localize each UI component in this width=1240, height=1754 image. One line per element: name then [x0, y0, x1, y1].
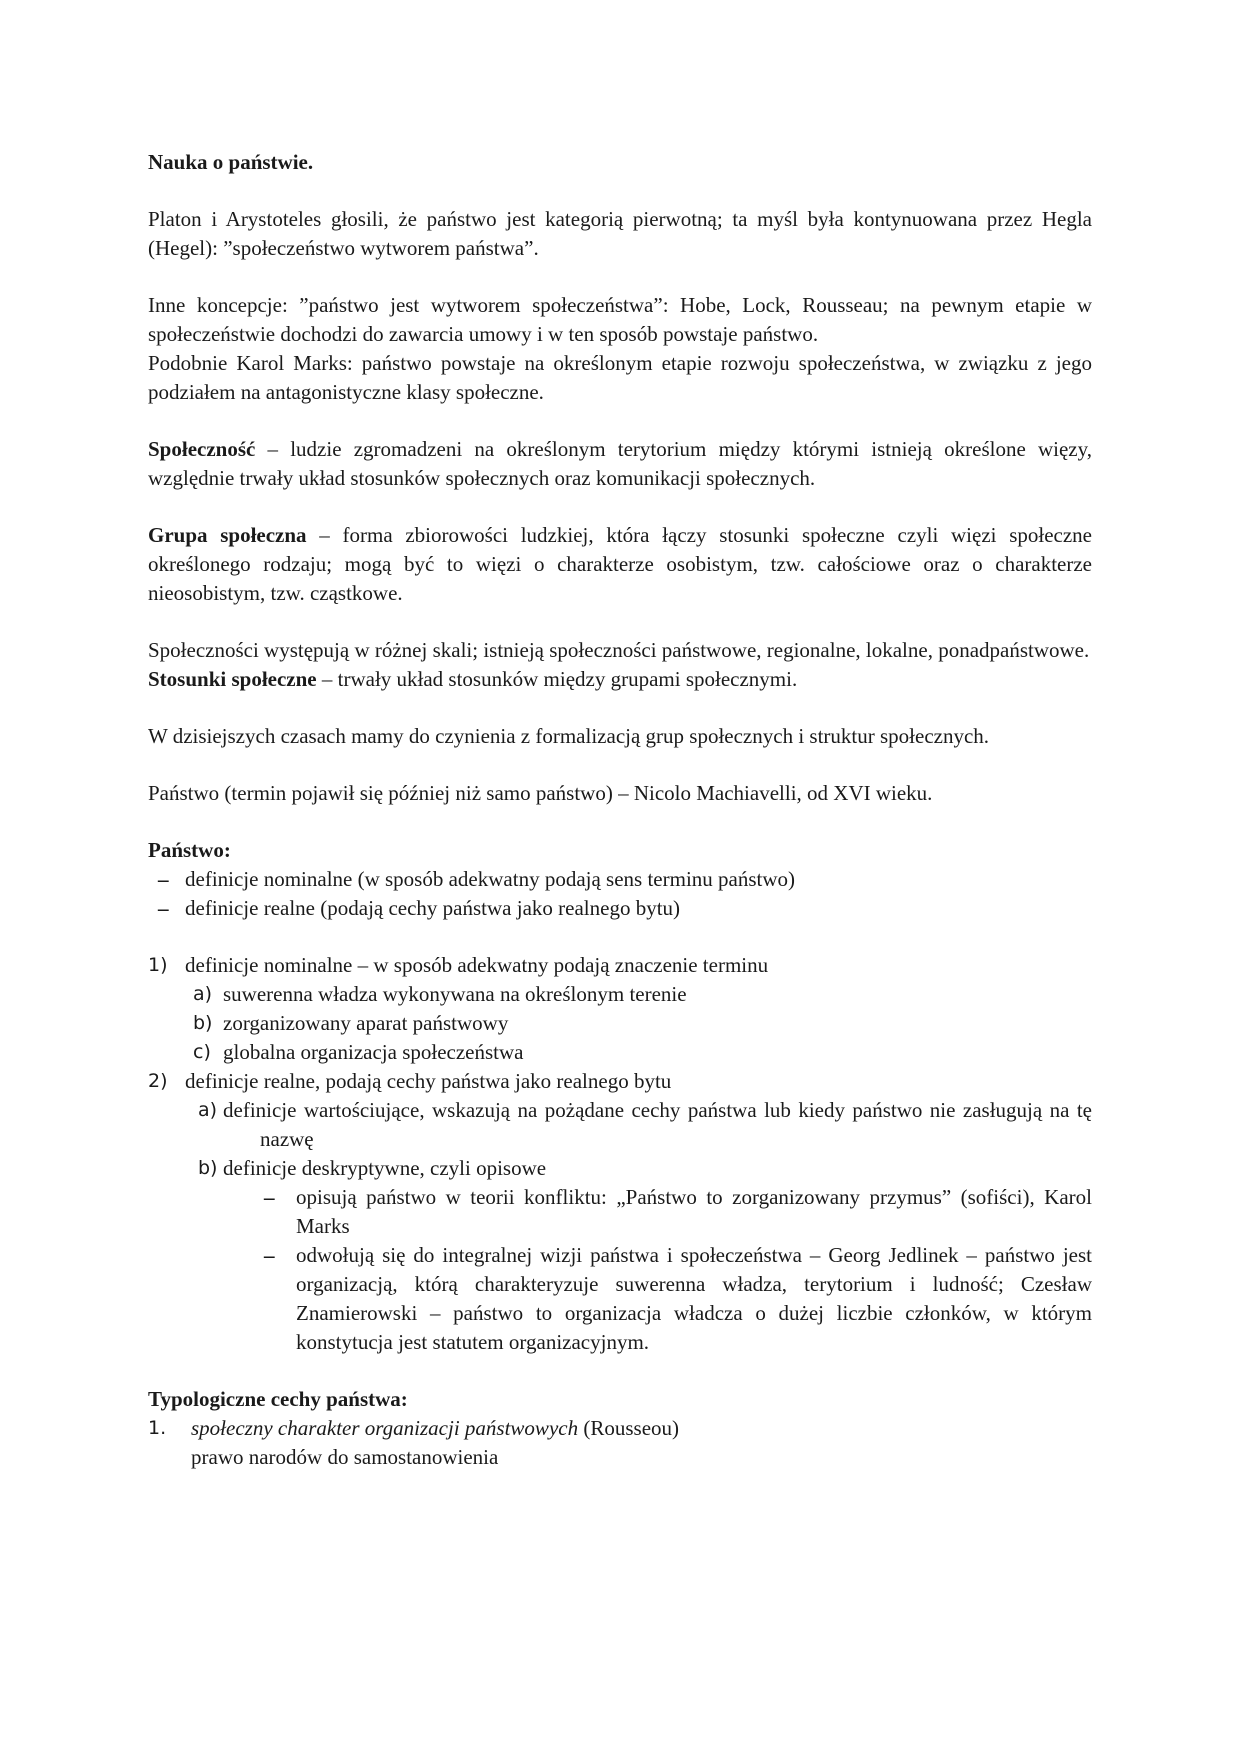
- list-item: [148, 1414, 1092, 1443]
- dash-bullet-icon: _: [158, 858, 169, 882]
- list-item-text: globalna organizacja społeczeństwa: [223, 1040, 524, 1064]
- list-number: 1.: [148, 1417, 167, 1439]
- list-item: [148, 858, 1092, 894]
- paragraph-marks: Podobnie Karol Marks: państwo powstaje na określonym etapie rozwoju społeczeństwa, w związku z jego podziałem na antagonistyczne klasy społeczne.: [148, 351, 1092, 404]
- list-item: [148, 1038, 1092, 1067]
- list-item-italic-text: społeczny charakter organizacji państwowych: [191, 1416, 579, 1440]
- list-letter: b): [198, 1157, 218, 1179]
- definition-text: – forma zbiorowości ludzkiej, która łączy stosunki społeczne czyli więzi społeczne określonego rodzaju; mogą być to więzi o charakterze osobistym, tzw. całościowe oraz o charakterze nieosobistym, tzw. cząstkowe.: [148, 523, 1092, 605]
- list-item-text: zorganizowany aparat państwowy: [223, 1011, 509, 1035]
- section-heading-panstwo: Państwo:: [148, 838, 231, 862]
- list-item-text: definicje realne, podają cechy państwa jako realnego bytu: [185, 1069, 672, 1093]
- list-item-text: definicje deskryptywne, czyli opisowe: [223, 1156, 547, 1180]
- document-title: Nauka o państwie.: [148, 150, 314, 174]
- list-item-text: prawo narodów do samostanowienia: [191, 1445, 499, 1469]
- definition-text: – ludzie zgromadzeni na określonym terytorium między którymi istnieją określone więzy, względnie trwały układ stosunków społecznych oraz komunikacji społecznych.: [148, 437, 1092, 490]
- term-spolecznosc: Społeczność: [148, 437, 256, 461]
- dash-bullet-icon: _: [264, 1234, 275, 1258]
- list-item-text: suwerenna władza wykonywana na określonym terenie: [223, 982, 687, 1006]
- list-letter: b): [193, 1012, 213, 1034]
- paragraph-skale: Społeczności występują w różnej skali; istnieją społeczności państwowe, regionalne, lokalne, ponadpaństwowe.: [148, 638, 1090, 662]
- list-item: [148, 1009, 1092, 1038]
- list-item: [148, 887, 1092, 923]
- definition-spolecznosc: [148, 435, 1092, 493]
- list-letter: a): [193, 983, 213, 1005]
- definition-grupa-spoleczna: [148, 521, 1092, 608]
- list-item-continuation: [148, 1443, 1092, 1472]
- dash-bullet-icon: _: [158, 887, 169, 911]
- list-item-text: (Rousseou): [578, 1416, 680, 1440]
- list-item: [148, 980, 1092, 1009]
- paragraph-formalizacja: W dzisiejszych czasach mamy do czynienia z formalizacją grup społecznych i struktur społecznych.: [148, 724, 990, 748]
- paragraph-termin-panstwo: Państwo (termin pojawił się później niż samo państwo) – Nicolo Machiavelli, od XVI wieku.: [148, 781, 933, 805]
- term-stosunki-spoleczne: Stosunki społeczne: [148, 667, 317, 691]
- term-grupa-spoleczna: Grupa społeczna: [148, 523, 307, 547]
- list-item-text: odwołują się do integralnej wizji państwa i społeczeństwa – Georg Jedlinek – państwo jest organizacją, którą charakteryzuje suwerenna władza, terytorium i ludność; Czesław Znamierowski – państwo to organizacja władcza o dużej liczbie członków, w którym konstytucja jest statutem organizacyjnym.: [296, 1243, 1092, 1354]
- list-number: 1): [148, 954, 168, 976]
- dash-bullet-icon: _: [264, 1176, 275, 1200]
- list-number: 2): [148, 1070, 168, 1092]
- list-item-text: definicje nominalne – w sposób adekwatny podają znaczenie terminu: [185, 953, 769, 977]
- list-item: [148, 1154, 1092, 1183]
- definition-stosunki-spoleczne: [148, 665, 1092, 694]
- list-item: [148, 1067, 1092, 1096]
- paragraph-platon: Platon i Arystoteles głosili, że państwo jest kategorią pierwotną; ta myśl była kontynuowana przez Hegla (Hegel): ”społeczeństwo wytworem państwa”.: [148, 207, 1092, 260]
- list-item: [148, 951, 1092, 980]
- list-item: [148, 1176, 1092, 1241]
- list-item-text: opisują państwo w teorii konfliktu: „Państwo to zorganizowany przymus” (sofiści), Karol Marks: [296, 1185, 1092, 1238]
- paragraph-inne-koncepcje: Inne koncepcje: ”państwo jest wytworem społeczeństwa”: Hobe, Lock, Rousseau; na pewnym etapie w społeczeństwie dochodzi do zawarcia umowy i w ten sposób powstaje państwo.: [148, 293, 1092, 346]
- list-item: [148, 1234, 1092, 1357]
- list-letter: c): [193, 1041, 211, 1063]
- section-heading-typologiczne: Typologiczne cechy państwa:: [148, 1387, 408, 1411]
- list-item-text: definicje realne (podają cechy państwa jako realnego bytu): [185, 896, 681, 920]
- list-letter: a): [198, 1099, 218, 1121]
- definition-text: – trwały układ stosunków między grupami społecznymi.: [316, 667, 798, 691]
- list-item-text: definicje nominalne (w sposób adekwatny podają sens terminu państwo): [185, 867, 796, 891]
- list-item: [148, 1096, 1092, 1154]
- list-item-text: definicje wartościujące, wskazują na pożądane cechy państwa lub kiedy państwo nie zasługują na tę nazwę: [223, 1098, 1092, 1151]
